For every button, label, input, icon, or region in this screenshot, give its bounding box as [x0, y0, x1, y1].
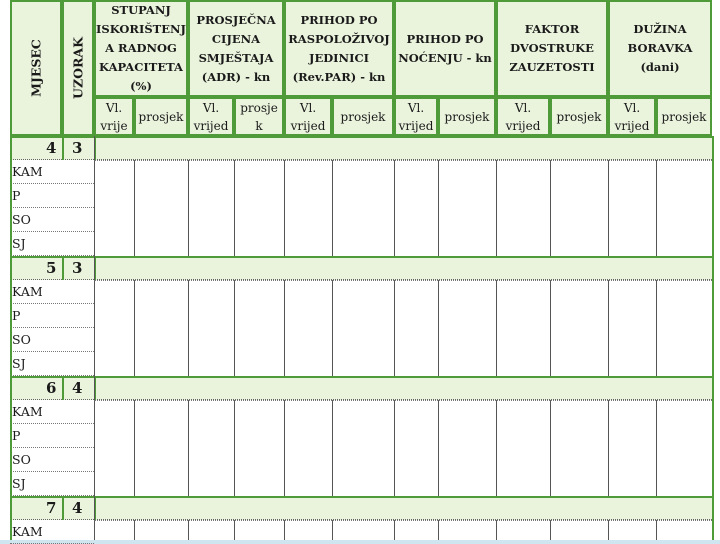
row-divider	[10, 327, 94, 328]
month-value: 7	[46, 499, 57, 517]
sample-header-label: UZORAK	[70, 37, 86, 99]
col-header-revpar: PRIHOD PO RASPOLOŽIVOJ JEDINICI (Rev.PAR) - kn	[284, 0, 394, 97]
sample-header	[62, 0, 94, 136]
group-header-row	[10, 376, 712, 400]
row-label: KAM	[12, 284, 43, 299]
row-label: SJ	[12, 476, 26, 491]
sample-value: 3	[72, 259, 83, 277]
col-header-double-occupancy: FAKTOR DVOSTRUKE ZAUZETOSTI	[496, 0, 608, 97]
data-cell[interactable]	[284, 400, 332, 496]
data-cell[interactable]	[234, 280, 284, 376]
subheader-average: prosjek	[656, 97, 712, 136]
row-label: SJ	[12, 236, 26, 251]
row-label: P	[12, 308, 21, 323]
data-cell[interactable]	[284, 280, 332, 376]
grid-border-right	[712, 136, 714, 540]
group-header-row	[10, 256, 712, 280]
data-cell[interactable]	[550, 520, 608, 540]
subheader-average: prosje k	[234, 97, 284, 136]
month-value: 4	[46, 139, 57, 157]
row-label: KAM	[12, 524, 43, 539]
data-cell[interactable]	[332, 400, 394, 496]
data-cell[interactable]	[496, 160, 550, 256]
data-cell[interactable]	[496, 280, 550, 376]
data-cell[interactable]	[550, 400, 608, 496]
data-cell[interactable]	[332, 520, 394, 540]
data-cell[interactable]	[438, 160, 496, 256]
month-value: 5	[46, 259, 57, 277]
data-cell[interactable]	[496, 520, 550, 540]
data-cell[interactable]	[608, 160, 656, 256]
data-cell[interactable]	[394, 400, 438, 496]
group-divider	[62, 496, 64, 520]
month-value: 6	[46, 379, 57, 397]
data-cell[interactable]	[94, 520, 134, 540]
subheader-own-value: Vl. vrijed	[608, 97, 656, 136]
data-cell[interactable]	[438, 280, 496, 376]
subheader-average: prosjek	[134, 97, 188, 136]
data-cell[interactable]	[656, 280, 712, 376]
group-divider	[62, 256, 64, 280]
grid-border-left	[10, 136, 12, 540]
data-cell[interactable]	[188, 160, 234, 256]
row-divider	[10, 231, 94, 232]
row-divider	[10, 183, 94, 184]
row-label: SO	[12, 212, 31, 227]
data-cell[interactable]	[438, 520, 496, 540]
data-cell[interactable]	[394, 160, 438, 256]
sample-value: 3	[72, 139, 83, 157]
data-cell[interactable]	[550, 280, 608, 376]
subheader-own-value: Vl. vrijed	[394, 97, 438, 136]
data-cell[interactable]	[188, 280, 234, 376]
row-label: SJ	[12, 356, 26, 371]
data-cell[interactable]	[608, 520, 656, 540]
data-cell[interactable]	[394, 280, 438, 376]
col-header-adr: PROSJEČNA CIJENA SMJEŠTAJA (ADR) - kn	[188, 0, 284, 97]
month-header	[10, 0, 62, 136]
data-cell[interactable]	[94, 160, 134, 256]
col-header-revenue-per-night: PRIHOD PO NOĆENJU - kn	[394, 0, 496, 97]
data-cell[interactable]	[234, 520, 284, 540]
sample-value: 4	[72, 379, 83, 397]
row-label: SO	[12, 452, 31, 467]
row-label: P	[12, 428, 21, 443]
data-cell[interactable]	[188, 520, 234, 540]
data-cell[interactable]	[188, 400, 234, 496]
row-label: P	[12, 188, 21, 203]
subheader-own-value: Vl. vrijed	[284, 97, 332, 136]
data-cell[interactable]	[496, 400, 550, 496]
data-cell[interactable]	[284, 160, 332, 256]
month-header-label: MJESEC	[28, 39, 44, 97]
row-divider	[10, 471, 94, 472]
data-cell[interactable]	[234, 400, 284, 496]
row-divider	[10, 423, 94, 424]
data-cell[interactable]	[656, 520, 712, 540]
subheader-average: prosjek	[550, 97, 608, 136]
row-divider	[10, 303, 94, 304]
data-cell[interactable]	[608, 280, 656, 376]
row-divider	[10, 351, 94, 352]
data-cell[interactable]	[394, 520, 438, 540]
data-cell[interactable]	[332, 160, 394, 256]
data-cell[interactable]	[234, 160, 284, 256]
subheader-own-value: Vl. vrije	[94, 97, 134, 136]
row-label: SO	[12, 332, 31, 347]
group-header-row	[10, 496, 712, 520]
group-divider	[62, 136, 64, 160]
data-cell[interactable]	[284, 520, 332, 540]
data-cell[interactable]	[332, 280, 394, 376]
data-cell[interactable]	[550, 160, 608, 256]
data-cell[interactable]	[608, 400, 656, 496]
row-label: KAM	[12, 404, 43, 419]
row-divider	[10, 447, 94, 448]
subheader-average: prosjek	[438, 97, 496, 136]
col-header-length-of-stay: DUŽINA BORAVKA (dani)	[608, 0, 712, 97]
group-header-row	[10, 136, 712, 160]
data-cell[interactable]	[134, 400, 188, 496]
data-cell[interactable]	[134, 160, 188, 256]
subheader-own-value: Vl. vrijed	[496, 97, 550, 136]
subheader-average: prosjek	[332, 97, 394, 136]
data-cell[interactable]	[134, 520, 188, 540]
data-cell[interactable]	[94, 280, 134, 376]
row-label: KAM	[12, 164, 43, 179]
data-cell[interactable]	[656, 160, 712, 256]
group-divider	[62, 376, 64, 400]
col-header-occupancy: STUPANJ ISKORIŠTENJ A RADNOG KAPACITETA (%)	[94, 0, 188, 97]
data-cell[interactable]	[438, 400, 496, 496]
data-cell[interactable]	[134, 280, 188, 376]
subheader-own-value: Vl. vrijed	[188, 97, 234, 136]
row-divider	[10, 207, 94, 208]
data-cell[interactable]	[94, 400, 134, 496]
sample-value: 4	[72, 499, 83, 517]
data-cell[interactable]	[656, 400, 712, 496]
